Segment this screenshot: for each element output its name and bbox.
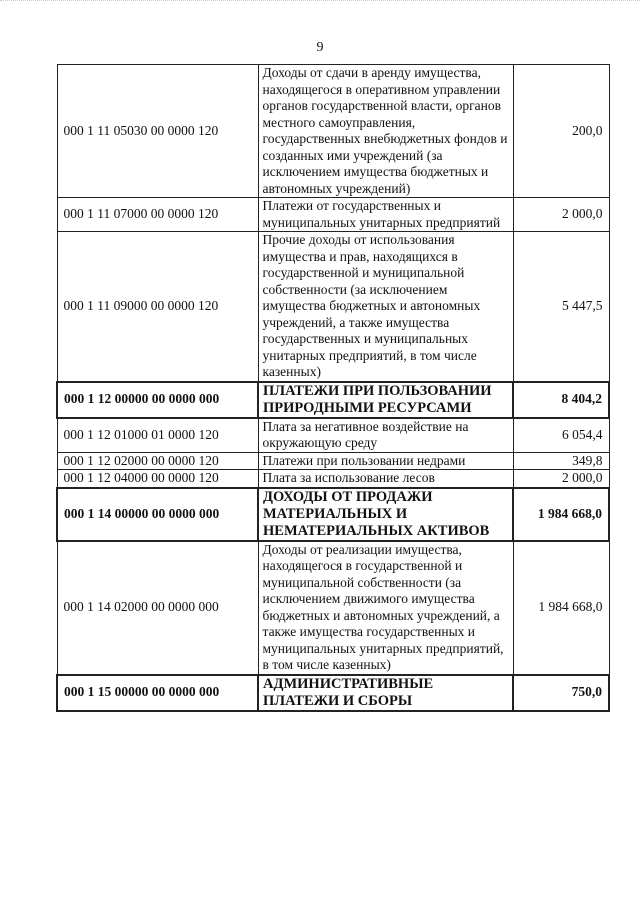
- table-row: [57, 541, 609, 675]
- scan-edge-mark: [0, 0, 640, 5]
- budget-classification-code: 000 1 12 00000 00 0000 000: [57, 382, 258, 418]
- revenue-amount: 200,0: [513, 65, 609, 198]
- revenue-amount: 2 000,0: [513, 198, 609, 232]
- budget-classification-code: 000 1 11 05030 00 0000 120: [57, 65, 258, 198]
- revenue-item-name: Доходы от реализации имущества, находящегося в государственной и муниципальной собственности (за исключением движимого имущества бюджетных и автономных учреждений, а также имущества государственных и муниципальных унитарных предприятий, в том числе казенных): [258, 541, 513, 675]
- budget-classification-code: 000 1 12 04000 00 0000 120: [57, 470, 258, 488]
- table-row: [57, 198, 609, 232]
- revenue-amount: 6 054,4: [513, 418, 609, 453]
- budget-classification-code: 000 1 12 02000 00 0000 120: [57, 452, 258, 470]
- revenue-item-name: Плата за негативное воздействие на окружающую среду: [258, 418, 513, 453]
- budget-classification-code: 000 1 11 07000 00 0000 120: [57, 198, 258, 232]
- revenue-amount: 5 447,5: [513, 232, 609, 382]
- budget-classification-code: 000 1 14 00000 00 0000 000: [57, 488, 258, 541]
- table-row: [57, 452, 609, 470]
- revenue-item-name: ДОХОДЫ ОТ ПРОДАЖИ МАТЕРИАЛЬНЫХ И НЕМАТЕРИАЛЬНЫХ АКТИВОВ: [258, 488, 513, 541]
- budget-classification-code: 000 1 15 00000 00 0000 000: [57, 675, 258, 711]
- table-row: [57, 382, 609, 418]
- revenue-item-name: Плата за использование лесов: [258, 470, 513, 488]
- revenue-item-name: АДМИНИСТРАТИВНЫЕ ПЛАТЕЖИ И СБОРЫ: [258, 675, 513, 711]
- revenue-table: [56, 64, 610, 712]
- revenue-item-name: Платежи при пользовании недрами: [258, 452, 513, 470]
- revenue-table-body: [57, 65, 609, 711]
- table-row: [57, 418, 609, 453]
- revenue-amount: 2 000,0: [513, 470, 609, 488]
- revenue-amount: 1 984 668,0: [513, 541, 609, 675]
- table-row: [57, 65, 609, 198]
- revenue-amount: 8 404,2: [513, 382, 609, 418]
- revenue-item-name: Доходы от сдачи в аренду имущества, находящегося в оперативном управлении органов государственной власти, органов местного самоуправления, государственных внебюджетных фондов и созданных ими учреждений (за исключением имущества бюджетных и автономных учреждений): [258, 65, 513, 198]
- revenue-item-name: Платежи от государственных и муниципальных унитарных предприятий: [258, 198, 513, 232]
- page-number: 9: [316, 40, 324, 55]
- table-row: [57, 232, 609, 382]
- revenue-item-name: ПЛАТЕЖИ ПРИ ПОЛЬЗОВАНИИ ПРИРОДНЫМИ РЕСУРСАМИ: [258, 382, 513, 418]
- table-row: [57, 488, 609, 541]
- revenue-amount: 349,8: [513, 452, 609, 470]
- revenue-amount: 750,0: [513, 675, 609, 711]
- table-row: [57, 470, 609, 488]
- table-row: [57, 675, 609, 711]
- budget-classification-code: 000 1 11 09000 00 0000 120: [57, 232, 258, 382]
- budget-classification-code: 000 1 14 02000 00 0000 000: [57, 541, 258, 675]
- revenue-amount: 1 984 668,0: [513, 488, 609, 541]
- revenue-item-name: Прочие доходы от использования имущества и прав, находящихся в государственной и муниципальной собственности (за исключением имущества бюджетных и автономных учреждений, а также имущества государственных и муниципальных унитарных предприятий, в том числе казенных): [258, 232, 513, 382]
- budget-classification-code: 000 1 12 01000 01 0000 120: [57, 418, 258, 453]
